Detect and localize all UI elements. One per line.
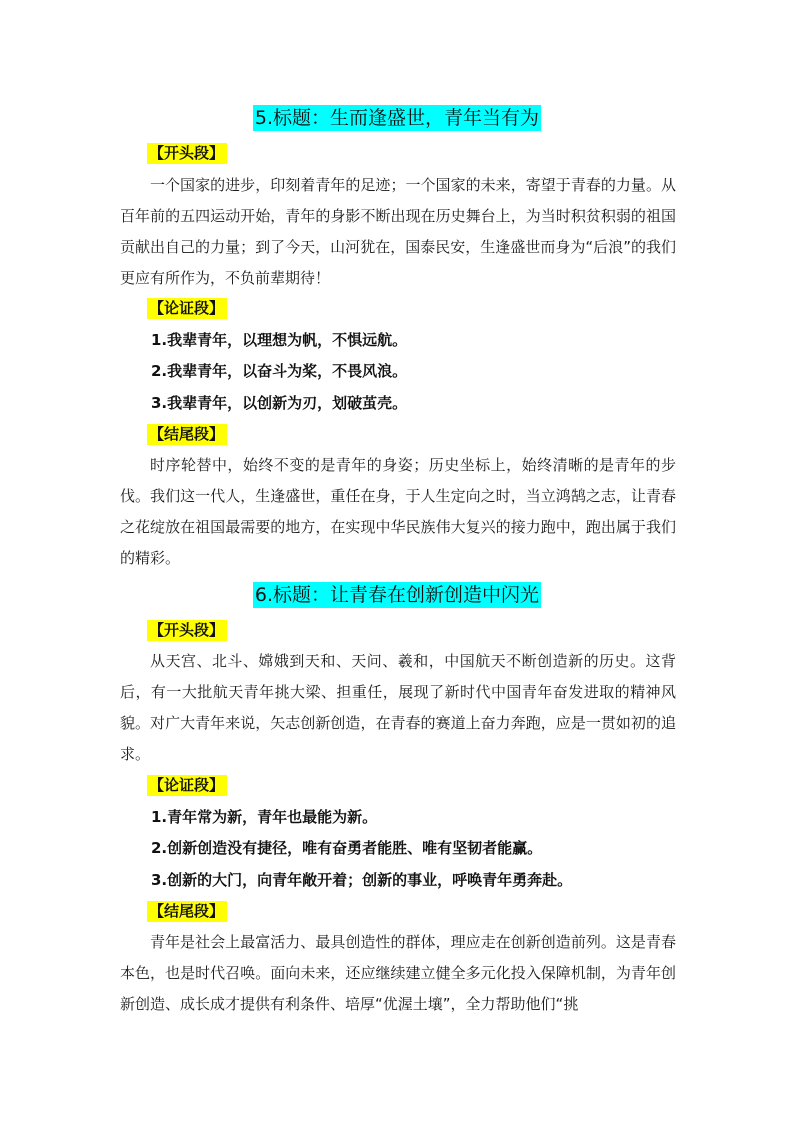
section-5-title-row bbox=[0, 105, 794, 131]
section-5-opening-label: 【开头段】 bbox=[147, 143, 227, 164]
section-5-closing-label: 【结尾段】 bbox=[147, 424, 227, 445]
section-5-point-1: 1.我辈青年，以理想为帆，不惧远航。 bbox=[151, 331, 408, 349]
section-5-point-3: 3.我辈青年，以创新为刃，划破茧壳。 bbox=[151, 394, 408, 412]
section-5-opening-paragraph: 一个国家的进步，印刻着青年的足迹；一个国家的未来，寄望于青春的力量。从百年前的五四运动开始，青年的身影不断出现在历史舞台上，为当时积贫积弱的祖国贡献出自己的力量；到了今天，山河犹在，国泰民安，生逢盛世而身为“后浪”的我们更应有所作为，不负前辈期待！ bbox=[120, 176, 676, 287]
section-6-argument-label: 【论证段】 bbox=[147, 775, 227, 796]
section-5-point-2: 2.我辈青年，以奋斗为桨，不畏风浪。 bbox=[151, 362, 408, 380]
section-5-argument-label: 【论证段】 bbox=[147, 298, 227, 319]
section-5-title: 5.标题：生而逢盛世，青年当有为 bbox=[254, 107, 540, 129]
section-6-title: 6.标题：让青春在创新创造中闪光 bbox=[254, 584, 540, 606]
section-6-opening-label: 【开头段】 bbox=[147, 620, 227, 641]
section-5-closing-paragraph: 时序轮替中，始终不变的是青年的身姿；历史坐标上，始终清晰的是青年的步伐。我们这一代人，生逢盛世，重任在身，于人生定向之时，当立鸿鹄之志，让青春之花绽放在祖国最需要的地方，在实现中华民族伟大复兴的接力跑中，跑出属于我们的精彩。 bbox=[120, 456, 676, 567]
section-6-point-3: 3.创新的大门，向青年敞开着；创新的事业，呼唤青年勇奔赴。 bbox=[151, 871, 573, 889]
section-6-opening-paragraph: 从天宫、北斗、嫦娥到天和、天问、羲和，中国航天不断创造新的历史。这背后，有一大批航天青年挑大梁、担重任，展现了新时代中国青年奋发进取的精神风貌。对广大青年来说，矢志创新创造，在青春的赛道上奋力奔跑，应是一贯如初的追求。 bbox=[120, 652, 676, 763]
section-6-point-1: 1.青年常为新，青年也最能为新。 bbox=[151, 808, 378, 826]
section-6-title-row bbox=[0, 582, 794, 608]
section-6-closing-paragraph: 青年是社会上最富活力、最具创造性的群体，理应走在创新创造前列。这是青春本色，也是时代召唤。面向未来，还应继续建立健全多元化投入保障机制，为青年创新创造、成长成才提供有利条件、培厚“优渥土壤”，全力帮助他们“挑 bbox=[120, 933, 676, 1013]
section-6-closing-label: 【结尾段】 bbox=[147, 901, 227, 922]
section-6-point-2: 2.创新创造没有捷径，唯有奋勇者能胜、唯有坚韧者能赢。 bbox=[151, 839, 543, 857]
